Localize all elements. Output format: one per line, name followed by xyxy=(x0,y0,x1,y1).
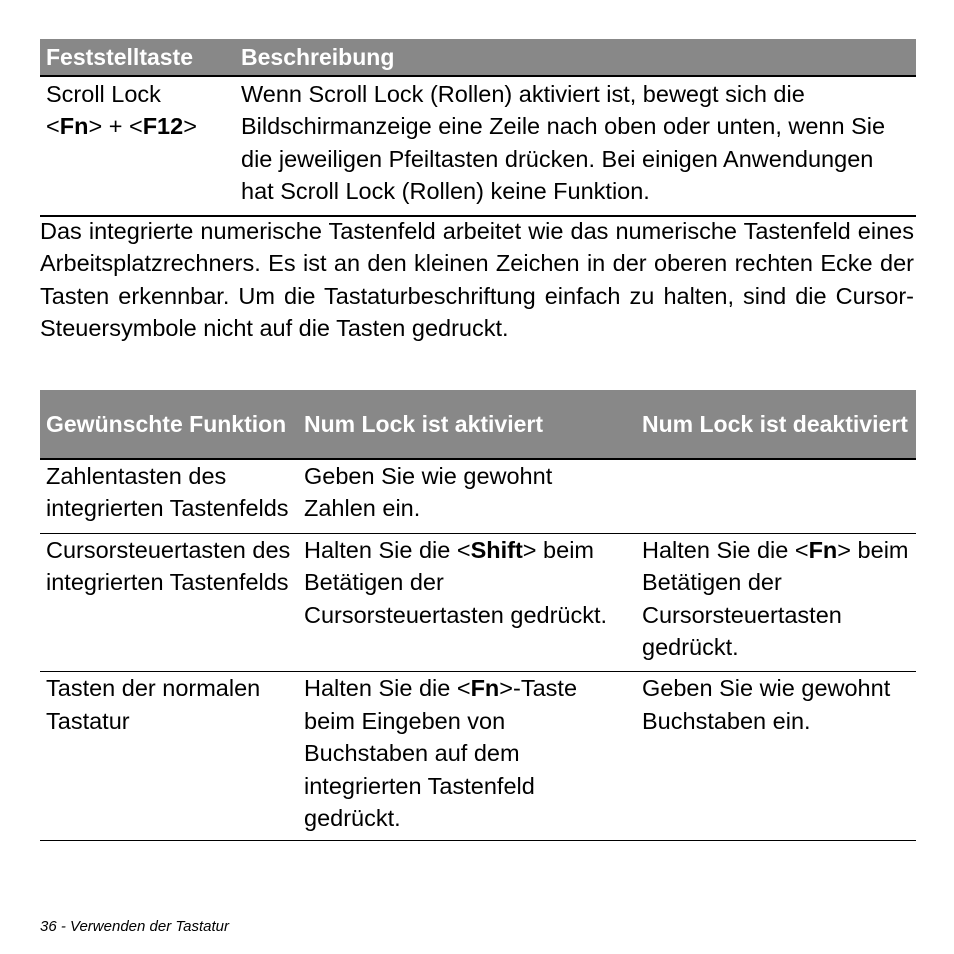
function-cell: Cursorsteuertasten des integrierten Tastenfelds xyxy=(40,533,298,672)
header-function: Gewünschte Funktion xyxy=(40,390,298,459)
fn-key: Fn xyxy=(808,536,838,563)
table-row xyxy=(40,533,916,672)
page-footer: 36 - Verwenden der Tastatur xyxy=(40,918,230,935)
intro-paragraph: Das integrierte numerische Tastenfeld arbeitet wie das numerische Tastenfeld eines Arbeitsplatzrechners. Es ist an den kleinen Zeichen in der oberen rechten Ecke der Tasten erkennbar. Um die Tastaturbeschriftung einfach zu halten, sind die Cursor-Steuersymbole nicht auf die Tasten gedruckt. xyxy=(40,218,914,342)
numpad-table xyxy=(40,390,916,841)
header-feststelltaste: Feststelltaste xyxy=(40,39,235,76)
key-cell xyxy=(40,76,235,216)
description-cell: Wenn Scroll Lock (Rollen) aktiviert ist, bewegt sich die Bildschirmanzeige eine Zeile nach oben oder unten, wenn Sie die jeweiligen Pfeiltasten drücken. Bei einigen Anwendungen hat Scroll Lock (Rollen) keine Funktion. xyxy=(235,76,916,216)
num-lock-on-cell: Halten Sie die <Fn>-Taste beim Eingeben von Buchstaben auf dem integrierten Tastenfeld gedrückt. xyxy=(298,672,636,841)
f12-key: F12 xyxy=(142,113,184,140)
key-name: Scroll Lock xyxy=(46,81,161,107)
num-lock-off-cell xyxy=(636,459,916,533)
num-lock-on-cell: Geben Sie wie gewohnt Zahlen ein. xyxy=(298,459,636,533)
header-num-lock-off: Num Lock ist deaktiviert xyxy=(636,390,916,459)
function-cell: Zahlentasten des integrierten Tastenfelds xyxy=(40,459,298,533)
header-num-lock-on: Num Lock ist aktiviert xyxy=(298,390,636,459)
num-lock-on-cell: Halten Sie die <Shift> beim Betätigen der Cursorsteuertasten gedrückt. xyxy=(298,533,636,672)
shift-key: Shift xyxy=(470,536,523,563)
num-lock-off-cell: Geben Sie wie gewohnt Buchstaben ein. xyxy=(636,672,916,841)
num-lock-off-cell: Halten Sie die <Fn> beim Betätigen der Cursorsteuertasten gedrückt. xyxy=(636,533,916,672)
table-row xyxy=(40,76,916,216)
table-row xyxy=(40,459,916,533)
table-header-row xyxy=(40,39,916,76)
table-header-row xyxy=(40,390,916,459)
function-cell: Tasten der normalen Tastatur xyxy=(40,672,298,841)
key-combo: <Fn> + <F12> xyxy=(46,113,197,140)
fn-key: Fn xyxy=(59,113,89,140)
fn-key: Fn xyxy=(470,675,500,702)
header-beschreibung: Beschreibung xyxy=(235,39,916,76)
scroll-lock-table xyxy=(40,39,916,217)
table-row xyxy=(40,672,916,841)
